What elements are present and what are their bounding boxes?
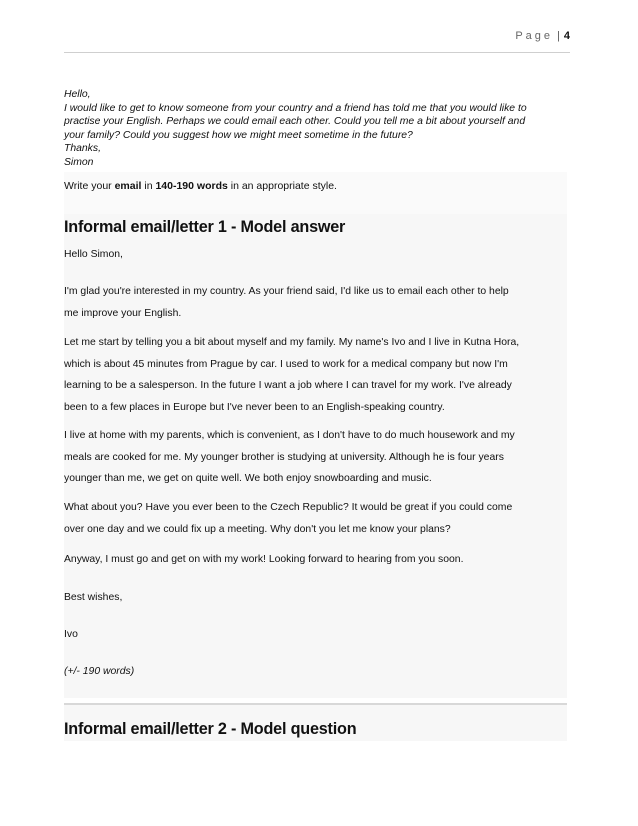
answer-paragraph-4 <box>64 497 567 540</box>
paragraph-line: Best wishes, <box>64 592 123 603</box>
paragraph-line: Let me start by telling you a bit about myself and my family. My name's Ivo and I live in Kutna Hora, <box>64 337 520 348</box>
page-number: 4 <box>563 30 570 42</box>
paragraph-line: Hello Simon, <box>64 249 123 260</box>
paragraph-line: learning to be a salesperson. In the future I want a job where I can travel for my work. I've already <box>64 380 512 392</box>
answer-paragraph-5 <box>64 549 567 571</box>
paragraph-line: I live at home with my parents, which is convenient, as I don't have to do much housework and my <box>64 430 515 441</box>
task-middle: in <box>141 180 156 192</box>
page-label: Page <box>515 30 554 42</box>
answer-word-count <box>64 661 567 683</box>
question-line: Hello, <box>64 89 91 100</box>
paragraph-line: been to a few places in Europe but I've never been to an English-speaking country. <box>64 401 445 413</box>
task-prefix: Write your <box>64 180 115 192</box>
model-answer-section <box>64 214 567 698</box>
task-suffix: in an appropriate style. <box>227 180 337 192</box>
paragraph-line: (+/- 190 words) <box>64 666 135 677</box>
next-section <box>64 705 567 741</box>
answer-paragraph-2 <box>64 332 567 418</box>
paragraph-line: I'm glad you're interested in my country. As your friend said, I'd like us to email each other to help <box>64 286 509 297</box>
answer-greeting <box>64 244 567 266</box>
page-header <box>64 30 570 53</box>
answer-paragraph-1 <box>64 281 567 324</box>
section-heading: Informal email/letter 2 - Model question <box>64 720 357 738</box>
question-line: your family? Could you suggest how we might meet sometime in the future? <box>64 129 413 141</box>
question-line: practise your English. Perhaps we could email each other. Could you tell me a bit about yourself and <box>64 116 526 128</box>
paragraph-line: Anyway, I must go and get on with my work! Looking forward to hearing from you soon. <box>64 554 464 565</box>
answer-signature <box>64 624 567 646</box>
paragraph-line: over one day and we could fix up a meeting. Why don't you let me know your plans? <box>64 523 451 535</box>
section-heading: Informal email/letter 1 - Model answer <box>64 218 346 236</box>
question-line: Thanks, <box>64 143 101 155</box>
question-email <box>64 88 570 170</box>
task-word-count: 140-190 words <box>155 180 228 192</box>
task-instruction <box>64 172 567 214</box>
page-separator: | <box>557 30 560 42</box>
paragraph-line: me improve your English. <box>64 307 182 319</box>
paragraph-line: What about you? Have you ever been to the Czech Republic? It would be great if you could come <box>64 502 513 513</box>
paragraph-line: Ivo <box>64 629 78 640</box>
task-email-word: email <box>114 180 142 192</box>
question-line: I would like to get to know someone from your country and a friend has told me that you would like to <box>64 102 527 114</box>
paragraph-line: younger than me, we get on quite well. We both enjoy snowboarding and music. <box>64 473 432 485</box>
paragraph-line: meals are cooked for me. My younger brother is studying at university. Although he is four years <box>64 451 504 463</box>
question-line: Simon <box>64 156 94 168</box>
paragraph-line: which is about 45 minutes from Prague by car. I used to work for a medical company but now I'm <box>64 358 508 370</box>
answer-closing <box>64 587 567 609</box>
answer-paragraph-3 <box>64 425 567 490</box>
